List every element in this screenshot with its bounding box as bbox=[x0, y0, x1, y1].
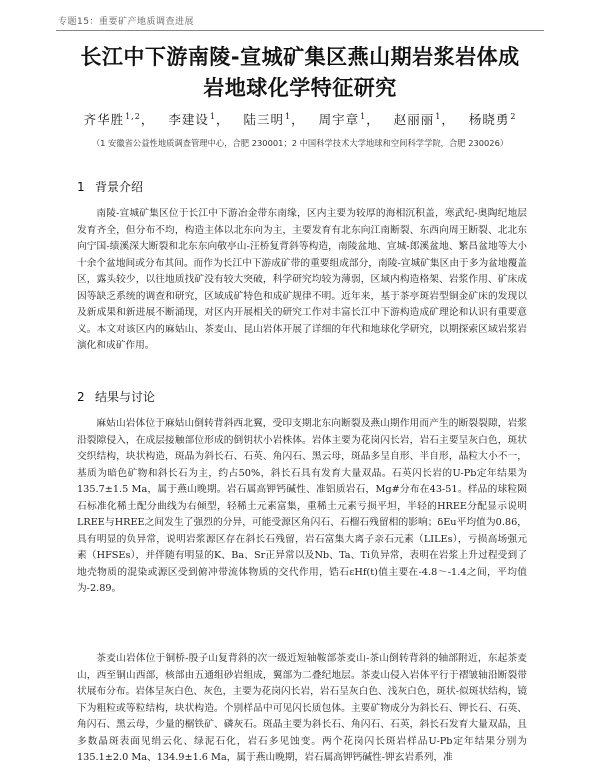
running-header: 专题15：重要矿产地质调查进展 bbox=[58, 17, 194, 27]
author-affiliation-mark: 2 bbox=[510, 111, 517, 121]
body-paragraph: 麻姑山岩体位于麻姑山倒转背斜西北翼，受印支期北东向断裂及燕山期作用而产生的断裂裂隙，岩浆沿裂隙侵入，在成层接触部位形成的倒钥状小岩株体。岩体主要为花岗闪长岩，岩石主要呈灰白色，斑状交织结构，块状构造，斑晶为斜长石、石英、角闪石、黑云母，斑晶多呈自形、半自形，晶粒大小不一，基质为暗色矿物和斜长石为主，约占50%，斜长石具有发育大量双晶。石英闪长岩的U-Pb定年结果为135.7±1.5 Ma，属于燕山晚期。岩石属高钾钙碱性、准铝质岩石，Mg#分布在43-51。样品的球粒陨石标准化稀土配分曲线为右倾型，轻稀土元素富集，重稀土元素亏损平坦，半轻的HREE分配显示说明LREE与HREE之间发生了强烈的分异，可能受源区角闪石、石榴石残留相的影响；δEu平均值为0.86，具有明显的负异常，说明岩浆源区存在斜长石残留，岩石富集大离子亲石元素（LILEs），亏损高场强元素（HFSEs），并伴随有明显的K、Ba、Sr正异常以及Nb、Ta、Ti负异常，表明在岩浆上升过程受到了地壳物质的混染或源区受到俯冲带流体物质的交代作用，锆石εHf(t)值主要在-4.8～-1.4之间，平均值为-2.89。 bbox=[77, 418, 527, 594]
header-divider bbox=[56, 30, 544, 31]
author: 陆三明$^1$， bbox=[243, 111, 305, 127]
section-number: 2 bbox=[77, 390, 85, 404]
author-list bbox=[40, 110, 560, 128]
author-name: 赵丽丽 bbox=[393, 112, 435, 127]
author-name: 周宇章 bbox=[318, 112, 360, 127]
author: 赵丽丽$^1$， bbox=[393, 111, 455, 127]
title-line-1: 长江中下游南陵-宣城矿集区燕山期岩浆岩体成 bbox=[80, 45, 520, 69]
section-number: 1 bbox=[77, 180, 85, 194]
body-paragraph: 茶麦山岩体位于铜桥-殷子山复背斜的次一级近短轴鞍部茶麦山-茶山倒转背斜的轴部附近，东起茶麦山，西至铜山西部，核部由五通组砂岩组成，翼部为二叠纪地层。茶麦山侵入岩体平行于褶皱轴沿断裂带状展布分布。岩体呈灰白色、灰色，主要为花岗闪长岩，岩石呈灰白色、浅灰白色，斑状-似斑状结构，镜下为粗粒或等粒结构，块状构造。个别样品中可见闪长质包体。主要矿物成分为斜长石、钾长石、石英、角闪石、黑云母，少量的榍铁矿、磷灰石。斑晶主要为斜长石、角闪石、石英，斜长石发育大量双晶，且多数晶斑表面见绢云化、绿泥石化，岩石多见蚀变。两个花岗闪长斑岩样品U-Pb定年结果分别为135.1±2.0 Ma、134.9±1.6 Ma，属于燕山晚期，岩石属高钾钙碱性-钾玄岩系列，准 bbox=[77, 653, 527, 763]
author-affiliation-mark: 1 bbox=[209, 111, 216, 121]
author-name: 李建设 bbox=[168, 112, 209, 127]
section-title: 背景介绍 bbox=[95, 180, 144, 194]
author: 齐华胜$^{1,2}$， bbox=[83, 111, 155, 127]
author-name: 陆三明 bbox=[243, 112, 284, 127]
affiliations: （1 安徽省公益性地质调查管理中心，合肥 230001；2 中国科学技术大学地球和空间科学学院，合肥 230026） bbox=[91, 138, 509, 148]
section-heading-background bbox=[77, 178, 143, 195]
author-affiliation-mark: 1 bbox=[360, 111, 367, 121]
author-affiliation-mark: 1 bbox=[435, 111, 442, 121]
author-affiliation-mark: 1 bbox=[284, 111, 292, 121]
section-title: 结果与讨论 bbox=[95, 390, 156, 404]
author bbox=[469, 110, 517, 128]
title-line-2: 岩地球化学特征研究 bbox=[203, 76, 397, 100]
author: 周宇章$^1$， bbox=[318, 111, 380, 127]
paper-title bbox=[40, 42, 560, 104]
author: 李建设$^1$， bbox=[168, 111, 230, 127]
author-name: 杨晓勇 bbox=[468, 112, 510, 127]
author-name: 齐华胜 bbox=[83, 112, 125, 127]
section-heading-results bbox=[77, 388, 155, 405]
body-paragraph: 南陵-宣城矿集区位于长江中下游冶金带东南缘，区内主要为较厚的海相沉积盖，寒武纪-奥陶纪地层发育齐全，但分布不均，构造主体以北东向为主，主要发育有北东向江南断裂、东西向周王断裂、北北东向宁国-绩溪深大断裂和北东东向敬亭山-汪桥复背斜等构造，南陵盆地、宣城-郎溪盆地、繁昌盆地等大小十余个盆地间或分布其间。而作为长江中下游成矿带的重要组成部分，南陵-宣城矿集区由于多为盆地覆盖区，露头较少，以往地质找矿没有较大突破，科学研究均较为薄弱，区域内构造格架、岩浆作用、矿床成因等缺乏系统的调查和研究，区域成矿特色和成矿规律不明。近年来，基于茶亭斑岩型铜金矿床的发现以及新成果和新进展不断涌现，对区内开展相关的研究工作对丰富长江中下游构造成矿理论和认识有重要意义。本文对该区内的麻姑山、茶麦山、昆山岩体开展了详细的年代和地球化学研究，以期探索区域岩浆岩演化和成矿作用。 bbox=[77, 208, 527, 351]
author-affiliation-mark: 1,2 bbox=[125, 111, 141, 121]
